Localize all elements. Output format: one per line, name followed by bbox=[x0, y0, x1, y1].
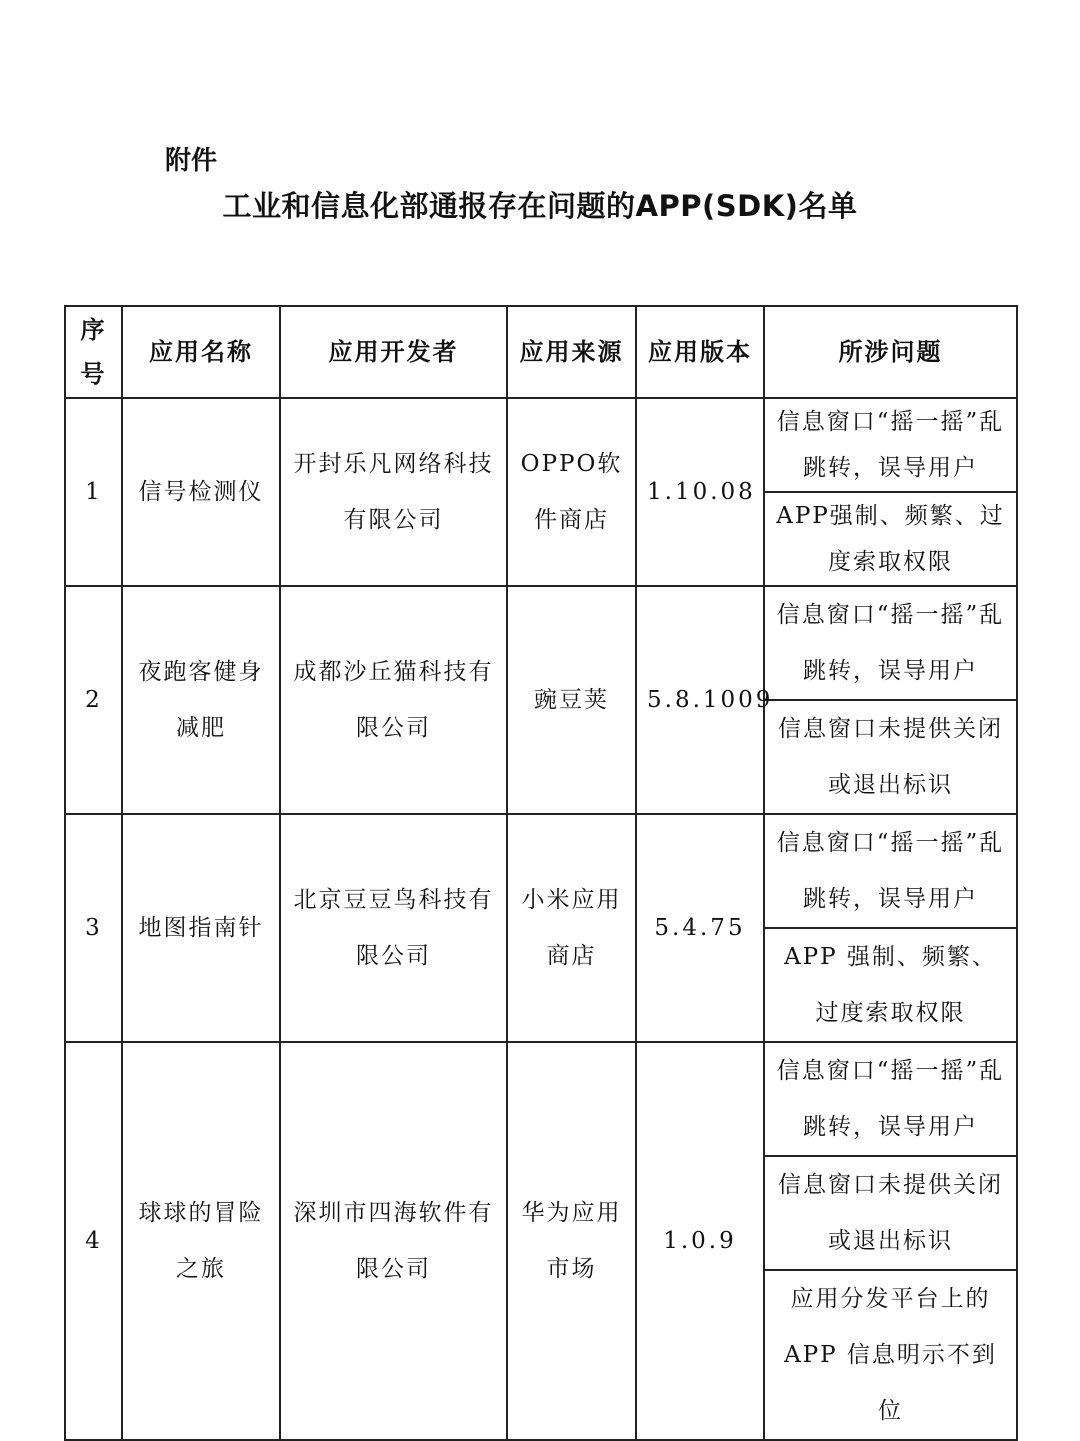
table-header-row bbox=[65, 306, 1017, 398]
issue-item: 信息窗口“摇一摇”乱跳转，误导用户 bbox=[764, 1042, 1017, 1156]
row-no: 3 bbox=[65, 814, 122, 1042]
app-source: 豌豆荚 bbox=[507, 586, 636, 814]
app-name: 夜跑客健身减肥 bbox=[122, 586, 280, 814]
app-name: 信号检测仪 bbox=[122, 398, 280, 586]
header-version: 应用版本 bbox=[636, 306, 764, 398]
attachment-label: 附件 bbox=[165, 146, 218, 176]
issue-item: APP强制、频繁、过度索取权限 bbox=[764, 492, 1017, 586]
row-no: 4 bbox=[65, 1042, 122, 1440]
header-no: 序 号 bbox=[65, 306, 122, 398]
app-name: 球球的冒险之旅 bbox=[122, 1042, 280, 1440]
app-list-table bbox=[64, 305, 1018, 1441]
table-row bbox=[65, 586, 1017, 700]
app-source: OPPO软件商店 bbox=[507, 398, 636, 586]
issue-item: APP 强制、频繁、过度索取权限 bbox=[764, 928, 1017, 1042]
header-source: 应用来源 bbox=[507, 306, 636, 398]
app-version: 5.4.75 bbox=[636, 814, 764, 1042]
table-row bbox=[65, 1042, 1017, 1156]
table-row bbox=[65, 398, 1017, 492]
issue-item: 应用分发平台上的APP 信息明示不到位 bbox=[764, 1270, 1017, 1440]
issue-item: 信息窗口“摇一摇”乱跳转，误导用户 bbox=[764, 586, 1017, 700]
app-version: 1.0.9 bbox=[636, 1042, 764, 1440]
app-name: 地图指南针 bbox=[122, 814, 280, 1042]
header-name: 应用名称 bbox=[122, 306, 280, 398]
app-developer: 成都沙丘猫科技有限公司 bbox=[280, 586, 507, 814]
table-row bbox=[65, 814, 1017, 928]
issue-item: 信息窗口未提供关闭或退出标识 bbox=[764, 700, 1017, 814]
app-version: 5.8.1009 bbox=[636, 586, 764, 814]
app-source: 小米应用商店 bbox=[507, 814, 636, 1042]
app-developer: 深圳市四海软件有限公司 bbox=[280, 1042, 507, 1440]
app-developer: 开封乐凡网络科技有限公司 bbox=[280, 398, 507, 586]
issue-item: 信息窗口未提供关闭或退出标识 bbox=[764, 1156, 1017, 1270]
row-no: 2 bbox=[65, 586, 122, 814]
header-issues: 所涉问题 bbox=[764, 306, 1017, 398]
app-version: 1.10.08 bbox=[636, 398, 764, 586]
issue-item: 信息窗口“摇一摇”乱跳转，误导用户 bbox=[764, 814, 1017, 928]
document-title: 工业和信息化部通报存在问题的APP(SDK)名单 bbox=[222, 189, 858, 223]
app-developer: 北京豆豆鸟科技有限公司 bbox=[280, 814, 507, 1042]
issue-item: 信息窗口“摇一摇”乱跳转，误导用户 bbox=[764, 398, 1017, 492]
row-no: 1 bbox=[65, 398, 122, 586]
header-developer: 应用开发者 bbox=[280, 306, 507, 398]
app-source: 华为应用市场 bbox=[507, 1042, 636, 1440]
